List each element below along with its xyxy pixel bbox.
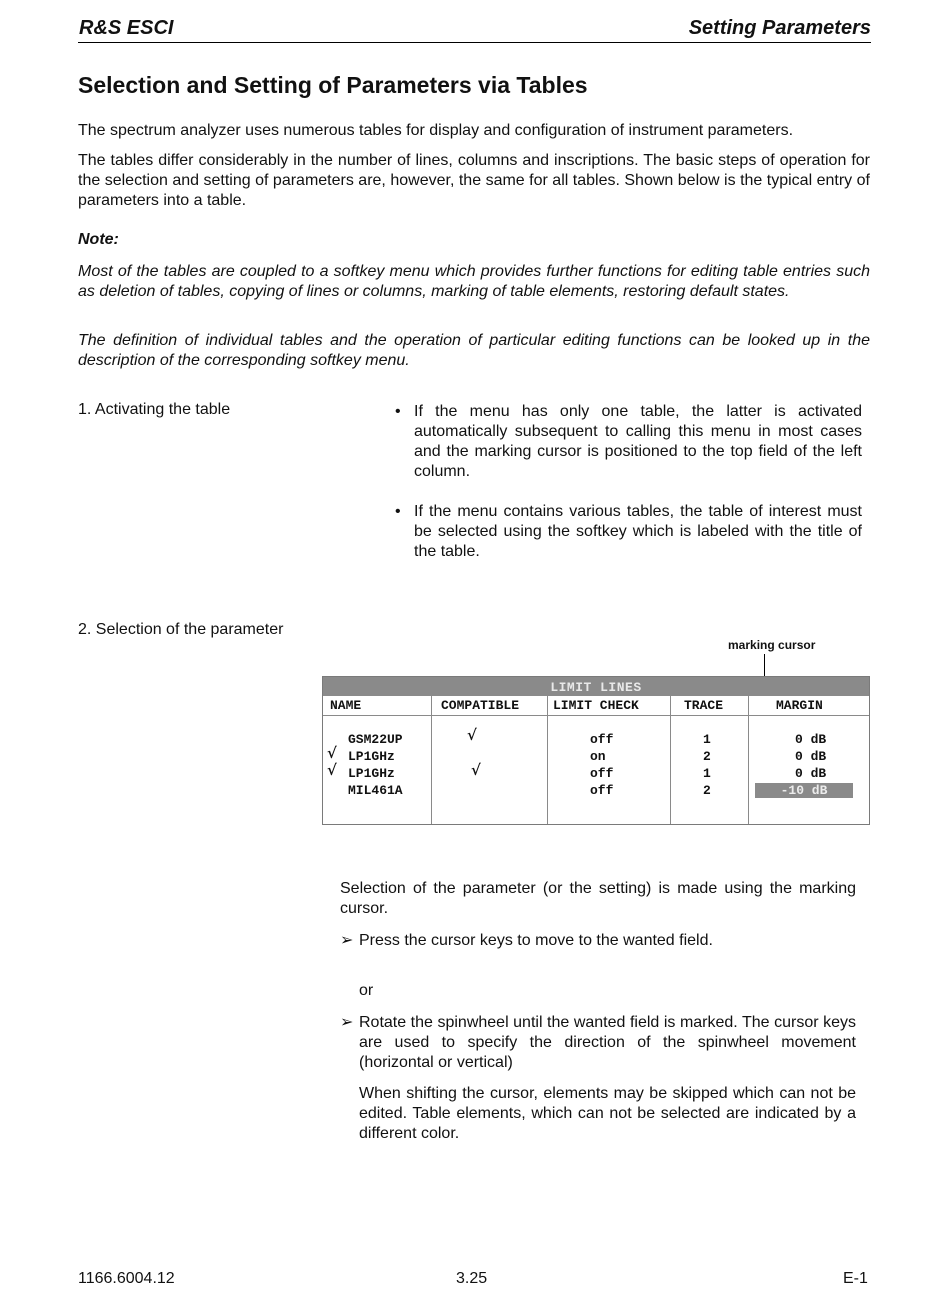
arrow-bullet-text: Rotate the spinwheel until the wanted field is marked. The cursor keys are used to specify the direction of the spinwheel movement (horizontal or vertical) xyxy=(359,1014,856,1071)
row-3-selected-check-icon[interactable]: √ xyxy=(327,761,337,779)
row-1-trace[interactable]: 1 xyxy=(703,732,711,747)
row-3-margin[interactable]: 0 dB xyxy=(795,766,827,781)
header-left: R&S ESCI xyxy=(79,17,174,39)
row-3-name[interactable]: LP1GHz xyxy=(348,766,395,781)
cursor-shift-paragraph: When shifting the cursor, elements may be skipped which can not be edited. Table elements, which can not be selected are indicated by a different color. xyxy=(359,1085,856,1142)
header-divider xyxy=(323,715,869,716)
header-compatible: COMPATIBLE xyxy=(441,698,520,713)
row-4-name[interactable]: MIL461A xyxy=(348,783,403,798)
footer-page-number: 3.25 xyxy=(456,1270,488,1287)
arrow-bullet-icon: ➢ xyxy=(340,932,354,949)
header-margin: MARGIN xyxy=(776,698,823,713)
arrow-bullet-text: Press the cursor keys to move to the wanted field. xyxy=(359,932,713,949)
row-1-margin[interactable]: 0 dB xyxy=(795,732,827,747)
limit-lines-table xyxy=(322,676,870,825)
note-paragraph-1: Most of the tables are coupled to a softkey menu which provides further functions for editing table entries such as deletion of tables, copying of lines or columns, marking of table elements, restoring default states. xyxy=(78,263,870,300)
row-1-limit-check[interactable]: off xyxy=(590,732,614,747)
note-label: Note: xyxy=(78,231,119,248)
header-name: NAME xyxy=(330,698,362,713)
row-1-compatible-check-icon[interactable]: √ xyxy=(467,726,477,744)
arrow-bullet-icon: ➢ xyxy=(340,1014,354,1031)
bullet-text: If the menu has only one table, the latter is activated automatically subsequent to calling this menu in most cases and the marking cursor is positioned to the top field of the left column. xyxy=(414,403,862,480)
page-header xyxy=(78,16,871,43)
step-1-label: 1. Activating the table xyxy=(78,401,231,418)
arrow-bullet-1 xyxy=(340,931,860,951)
row-4-trace[interactable]: 2 xyxy=(703,783,711,798)
row-4-limit-check[interactable]: off xyxy=(590,783,614,798)
step-2-label: 2. Selection of the parameter xyxy=(78,621,284,638)
selection-paragraph: Selection of the parameter (or the setting) is made using the marking cursor. xyxy=(340,880,856,917)
row-2-trace[interactable]: 2 xyxy=(703,749,711,764)
row-3-limit-check[interactable]: off xyxy=(590,766,614,781)
row-2-selected-check-icon[interactable]: √ xyxy=(327,744,337,762)
row-2-limit-check[interactable]: on xyxy=(590,749,606,764)
marking-cursor-label: marking cursor xyxy=(728,638,816,652)
row-4-margin-highlighted[interactable]: -10 dB xyxy=(755,783,853,798)
row-2-margin[interactable]: 0 dB xyxy=(795,749,827,764)
bullet-text: If the menu contains various tables, the table of interest must be selected using the softkey which is labeled with the title of the table. xyxy=(414,503,862,560)
row-3-trace[interactable]: 1 xyxy=(703,766,711,781)
footer-edition: E-1 xyxy=(843,1270,868,1287)
page-title: Selection and Setting of Parameters via Tables xyxy=(78,72,588,98)
header-trace: TRACE xyxy=(684,698,724,713)
intro-paragraph-2: The tables differ considerably in the number of lines, columns and inscriptions. The basic steps of operation for the selection and setting of parameters are, however, the same for all tables. Shown below is the typical entry of parameters into a table. xyxy=(78,152,870,209)
step-1-bullet-2 xyxy=(395,502,862,562)
arrow-bullet-2 xyxy=(340,1013,856,1073)
bullet-dot: • xyxy=(395,503,401,520)
step-1-bullet-1 xyxy=(395,402,862,482)
header-limit-check: LIMIT CHECK xyxy=(553,698,639,713)
note-paragraph-2: The definition of individual tables and the operation of particular editing functions can be looked up in the description of the corresponding softkey menu. xyxy=(78,332,870,369)
table-title: LIMIT LINES xyxy=(323,677,869,696)
row-3-compatible-check-icon[interactable]: √ xyxy=(471,761,481,779)
bullet-dot: • xyxy=(395,403,401,420)
footer-doc-number: 1166.6004.12 xyxy=(78,1270,175,1287)
row-2-name[interactable]: LP1GHz xyxy=(348,749,395,764)
header-right: Setting Parameters xyxy=(688,17,871,39)
or-text: or xyxy=(359,982,374,999)
row-1-name[interactable]: GSM22UP xyxy=(348,732,403,747)
intro-paragraph-1: The spectrum analyzer uses numerous tables for display and configuration of instrument parameters. xyxy=(78,122,794,139)
